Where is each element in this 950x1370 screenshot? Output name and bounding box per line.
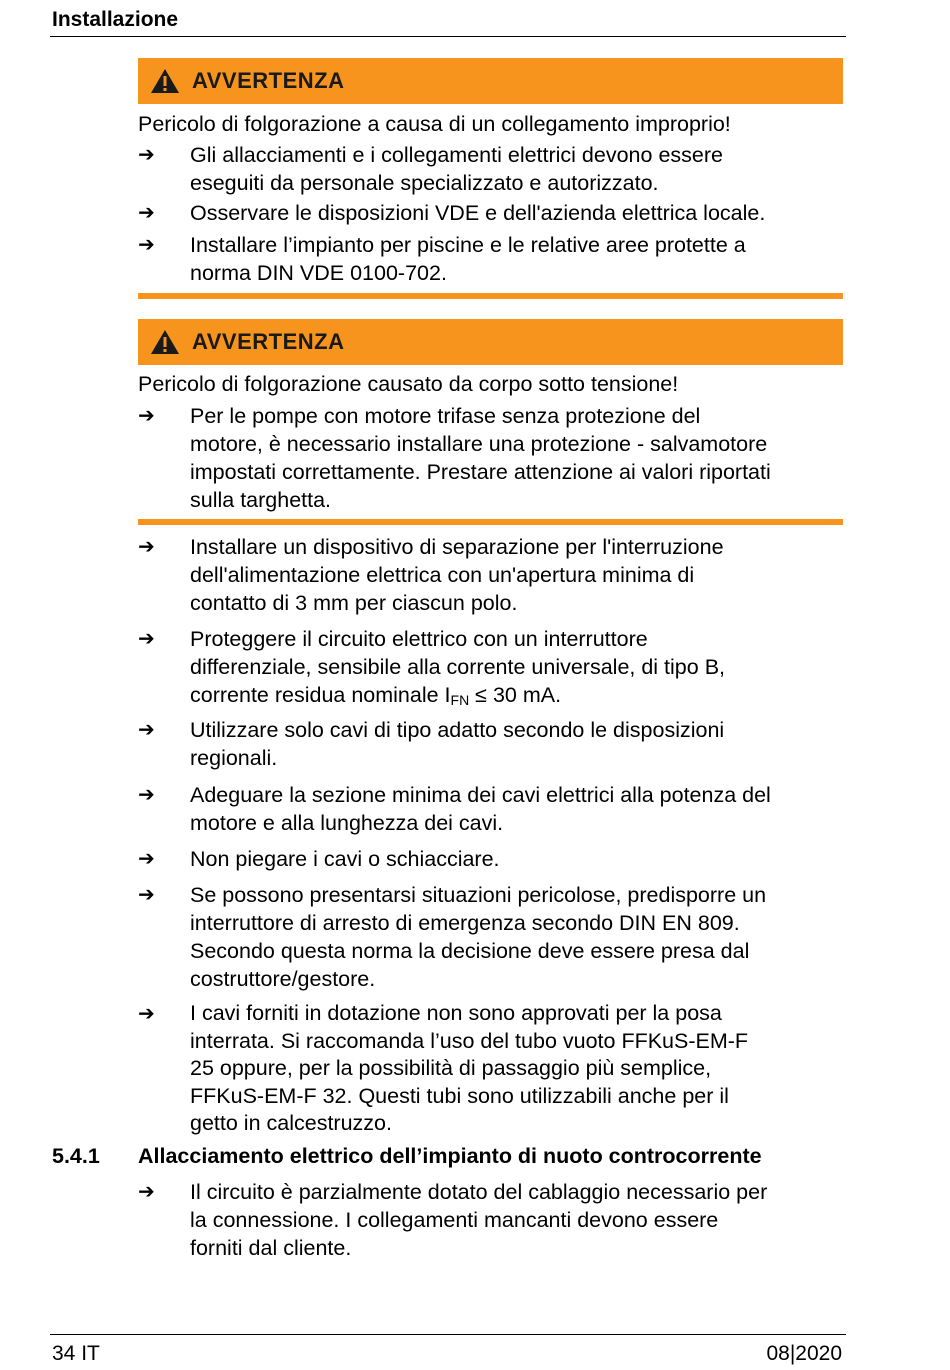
section-title: Allacciamento elettrico dell’impianto di nuoto controcorrente bbox=[138, 1144, 762, 1168]
list-item-text: Non piegare i cavi o schiacciare. bbox=[190, 847, 500, 871]
arrow-bullet-icon: ➔ bbox=[138, 628, 155, 650]
list-item-text: Proteggere il circuito elettrico con un interruttore bbox=[190, 627, 648, 651]
warning-end-rule bbox=[138, 293, 843, 299]
list-item-text: forniti dal cliente. bbox=[190, 1236, 352, 1260]
list-item-text: Osservare le disposizioni VDE e dell'azienda elettrica locale. bbox=[190, 201, 766, 225]
warning-end-rule bbox=[138, 519, 843, 525]
list-item-text: Secondo questa norma la decisione deve essere presa dal bbox=[190, 939, 750, 963]
arrow-bullet-icon: ➔ bbox=[138, 719, 155, 741]
list-item-text: getto in calcestruzzo. bbox=[190, 1111, 392, 1135]
list-item-text: differenziale, sensibile alla corrente universale, di tipo B, bbox=[190, 655, 726, 679]
arrow-bullet-icon: ➔ bbox=[138, 234, 155, 256]
list-item-text: FFKuS-EM-F 32. Questi tubi sono utilizzabili anche per il bbox=[190, 1083, 729, 1108]
residual-current-value: ≤ 30 mA. bbox=[469, 683, 562, 707]
list-item-text: interrata. Si raccomanda l’uso del tubo vuoto FFKuS-EM-F bbox=[190, 1028, 749, 1053]
arrow-bullet-icon: ➔ bbox=[138, 202, 155, 224]
list-item-text: Installare l’impianto per piscine e le relative aree protette a bbox=[190, 233, 746, 257]
list-item-text: I cavi forniti in dotazione non sono approvati per la posa bbox=[190, 1001, 722, 1025]
warning-label: AVVERTENZA bbox=[192, 329, 345, 354]
list-item-text: costruttore/gestore. bbox=[190, 967, 376, 991]
subscript-fn: FN bbox=[450, 692, 470, 708]
list-item-text: Adeguare la sezione minima dei cavi elettrici alla potenza del bbox=[190, 783, 771, 807]
arrow-bullet-icon: ➔ bbox=[138, 1003, 155, 1025]
list-item-text: motore e alla lunghezza dei cavi. bbox=[190, 811, 504, 835]
page-header-title: Installazione bbox=[52, 8, 179, 31]
arrow-bullet-icon: ➔ bbox=[138, 784, 155, 806]
arrow-bullet-icon: ➔ bbox=[138, 144, 155, 166]
list-item-text: Per le pompe con motore trifase senza protezione del bbox=[190, 404, 701, 428]
warning-1-intro: Pericolo di folgorazione a causa di un collegamento improprio! bbox=[138, 112, 731, 136]
list-item-text: motore, è necessario installare una protezione - salvamotore bbox=[190, 432, 768, 456]
warning-2-intro: Pericolo di folgorazione causato da corpo sotto tensione! bbox=[138, 372, 679, 396]
header-divider bbox=[50, 36, 846, 37]
arrow-bullet-icon: ➔ bbox=[138, 536, 155, 558]
list-item-text: 25 oppure, per la possibilità di passaggio più semplice, bbox=[190, 1056, 712, 1080]
list-item-text: Utilizzare solo cavi di tipo adatto secondo le disposizioni bbox=[190, 718, 725, 742]
list-item-text bbox=[190, 681, 850, 714]
list-item-text: Gli allacciamenti e i collegamenti elettrici devono essere bbox=[190, 143, 723, 167]
list-item-text: sulla targhetta. bbox=[190, 488, 332, 512]
list-item-text: Il circuito è parzialmente dotato del cablaggio necessario per bbox=[190, 1180, 768, 1204]
list-item-text: contatto di 3 mm per ciascun polo. bbox=[190, 591, 518, 615]
list-item-text: dell'alimentazione elettrica con un'apertura minima di bbox=[190, 563, 695, 587]
arrow-bullet-icon: ➔ bbox=[138, 848, 155, 870]
list-item-text: eseguiti da personale specializzato e autorizzato. bbox=[190, 171, 659, 195]
list-item-text: impostati correttamente. Prestare attenzione ai valori riportati bbox=[190, 460, 771, 484]
arrow-bullet-icon: ➔ bbox=[138, 1181, 155, 1203]
warning-banner-1 bbox=[138, 58, 843, 104]
list-item-text: Installare un dispositivo di separazione per l'interruzione bbox=[190, 535, 724, 559]
warning-label: AVVERTENZA bbox=[192, 68, 345, 93]
list-item-text: Se possono presentarsi situazioni pericolose, predisporre un bbox=[190, 883, 767, 907]
warning-banner-2 bbox=[138, 319, 843, 365]
document-date: 08|2020 bbox=[766, 1342, 842, 1365]
residual-current-label: corrente residua nominale I bbox=[190, 683, 451, 707]
section-number: 5.4.1 bbox=[52, 1144, 100, 1168]
footer-divider bbox=[50, 1334, 846, 1335]
arrow-bullet-icon: ➔ bbox=[138, 405, 155, 427]
arrow-bullet-icon: ➔ bbox=[138, 884, 155, 906]
page-number: 34 IT bbox=[52, 1342, 100, 1365]
list-item-text: regionali. bbox=[190, 746, 278, 770]
list-item-text: la connessione. I collegamenti mancanti devono essere bbox=[190, 1208, 719, 1232]
list-item-text: norma DIN VDE 0100-702. bbox=[190, 261, 447, 285]
warning-triangle-icon bbox=[150, 67, 180, 95]
list-item-text: interruttore di arresto di emergenza secondo DIN EN 809. bbox=[190, 911, 740, 935]
warning-triangle-icon bbox=[150, 328, 180, 356]
